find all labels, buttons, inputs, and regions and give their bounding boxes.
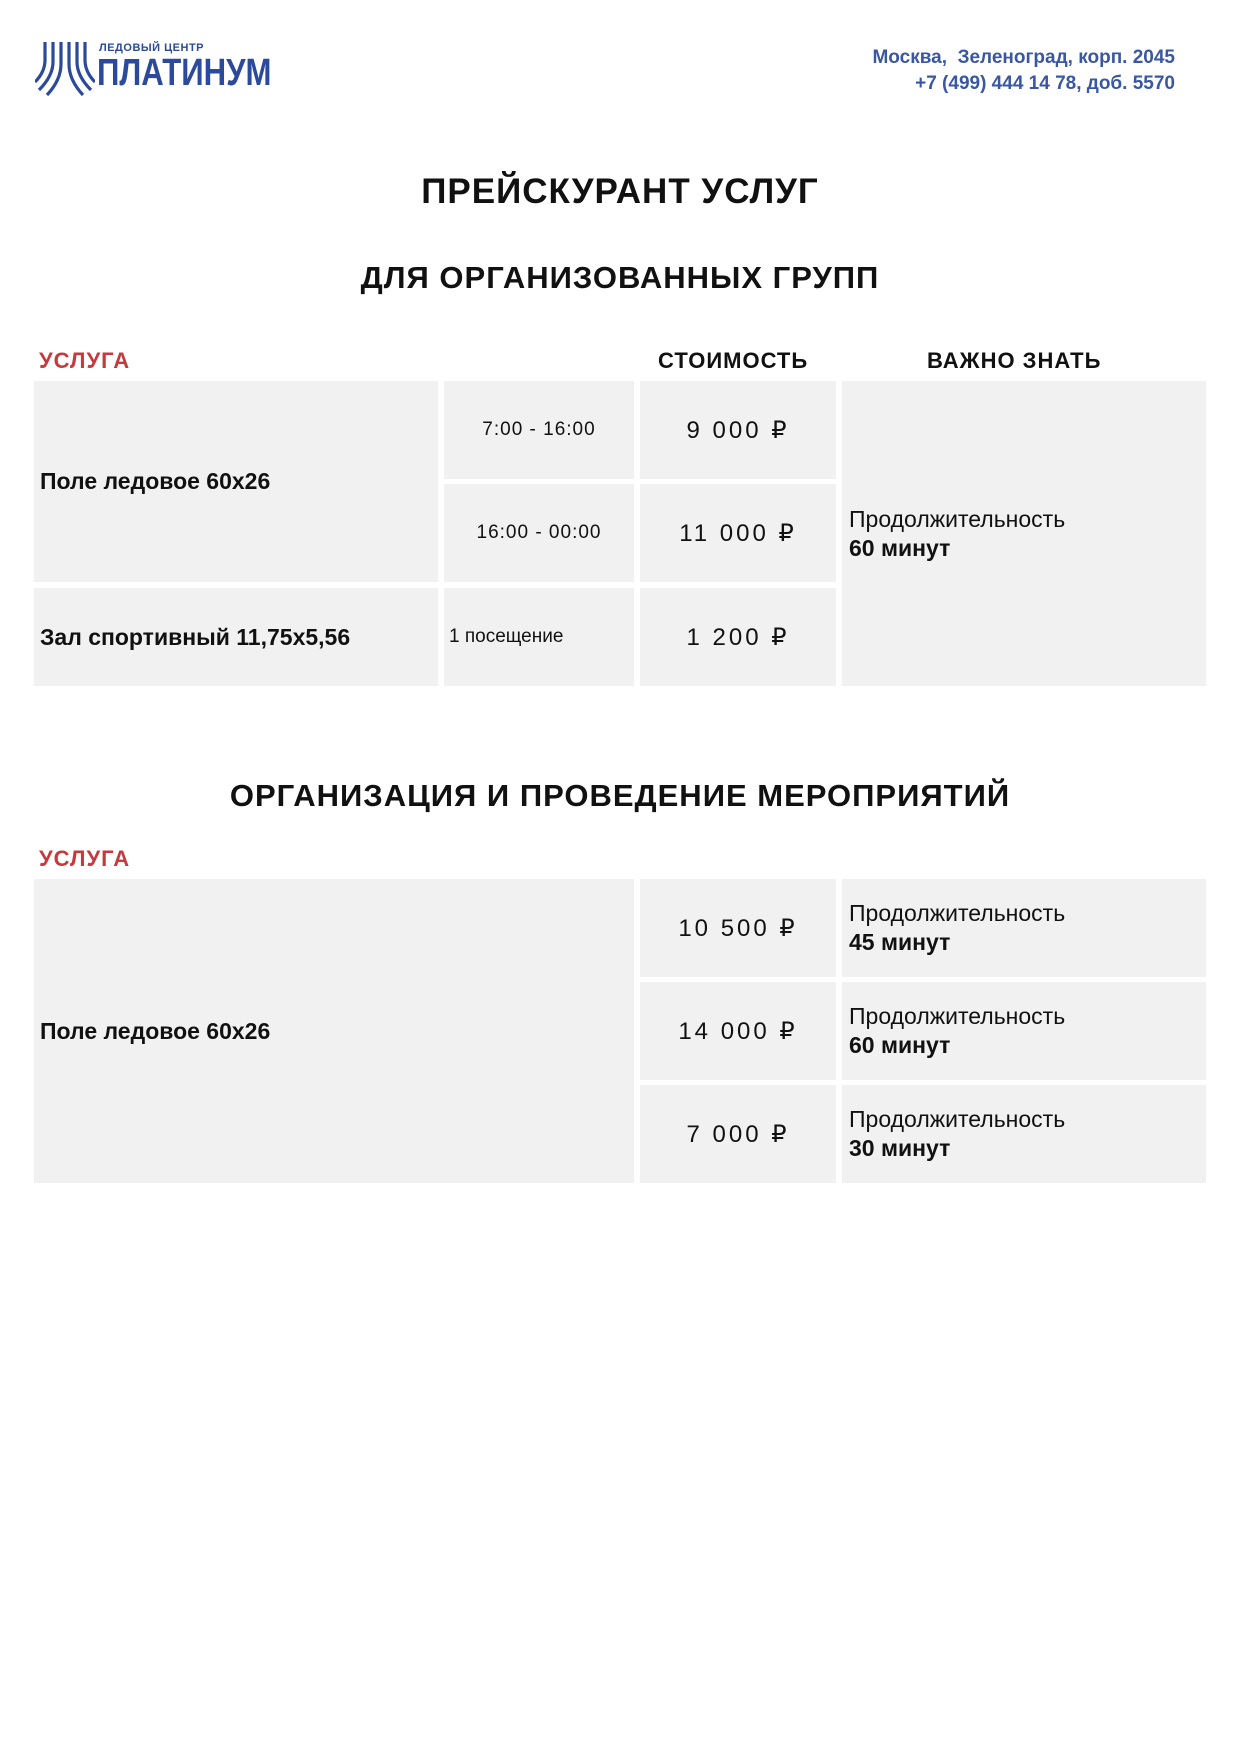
table-cell-period	[444, 588, 634, 686]
table-cell-price	[640, 381, 836, 479]
price: 9 000 ₽	[686, 416, 790, 444]
header-info: ВАЖНО ЗНАТЬ	[927, 348, 1102, 373]
time-slot: 16:00 - 00:00	[476, 522, 602, 543]
section-title-groups: ДЛЯ ОРГАНИЗОВАННЫХ ГРУПП	[360, 260, 880, 295]
contact-info	[872, 45, 1175, 97]
price: 7 000 ₽	[686, 1120, 790, 1148]
section-title-events: ОРГАНИЗАЦИЯ И ПРОВЕДЕНИЕ МЕРОПРИЯТИЙ	[229, 778, 1011, 813]
table-cell-time	[444, 381, 634, 479]
logo-title: ПЛАТИНУМ	[97, 52, 272, 94]
duration-value: 60 минут	[849, 534, 951, 561]
duration-value: 30 минут	[849, 1135, 951, 1161]
visit-period: 1 посещение	[449, 626, 564, 647]
price: 14 000 ₽	[678, 1017, 798, 1045]
duration-label: Продолжительность	[849, 505, 1066, 532]
service-name: Зал спортивный 11,75х5,56	[40, 623, 351, 650]
duration-label: Продолжительность	[849, 900, 1066, 926]
header-service: УСЛУГА	[39, 846, 131, 871]
table-cell-service	[34, 588, 438, 686]
duration-note	[842, 899, 1065, 957]
table-cell-service	[34, 879, 634, 1183]
service-name: Поле ледовое 60х26	[40, 468, 271, 494]
table-cell-service	[34, 381, 438, 582]
price: 1 200 ₽	[686, 623, 790, 651]
table-cell-price	[640, 1085, 836, 1183]
table-cell-price	[640, 982, 836, 1080]
duration-value: 45 минут	[849, 929, 951, 955]
table-cell-price	[640, 588, 836, 686]
table-cell-time	[444, 484, 634, 582]
price: 11 000 ₽	[679, 519, 797, 547]
service-name: Поле ледовое 60х26	[40, 1017, 271, 1044]
address: Москва, Зеленоград, корп. 2045	[872, 47, 1175, 68]
table-cell-price	[640, 879, 836, 977]
duration-note	[842, 1002, 1065, 1060]
logo	[35, 40, 272, 100]
duration-note	[842, 505, 1065, 563]
header-cost: СТОИМОСТЬ	[658, 348, 809, 373]
duration-note	[842, 1105, 1065, 1163]
table-cell-price	[640, 484, 836, 582]
time-slot: 7:00 - 16:00	[482, 419, 596, 440]
header-service: УСЛУГА	[39, 348, 131, 373]
table-cell-note	[842, 879, 1206, 977]
table-cell-note	[842, 381, 1206, 686]
logo-subtitle: ЛЕДОВЫЙ ЦЕНТР	[99, 42, 204, 54]
phone: +7 (499) 444 14 78, доб. 5570	[915, 73, 1175, 94]
price: 10 500 ₽	[678, 914, 798, 942]
duration-label: Продолжительность	[849, 1003, 1066, 1029]
duration-value: 60 минут	[849, 1032, 951, 1058]
duration-label: Продолжительность	[849, 1106, 1066, 1132]
logo-emblem-icon	[35, 40, 95, 100]
page-title: ПРЕЙСКУРАНТ УСЛУГ	[421, 172, 819, 211]
table-cell-note	[842, 982, 1206, 1080]
table-cell-note	[842, 1085, 1206, 1183]
